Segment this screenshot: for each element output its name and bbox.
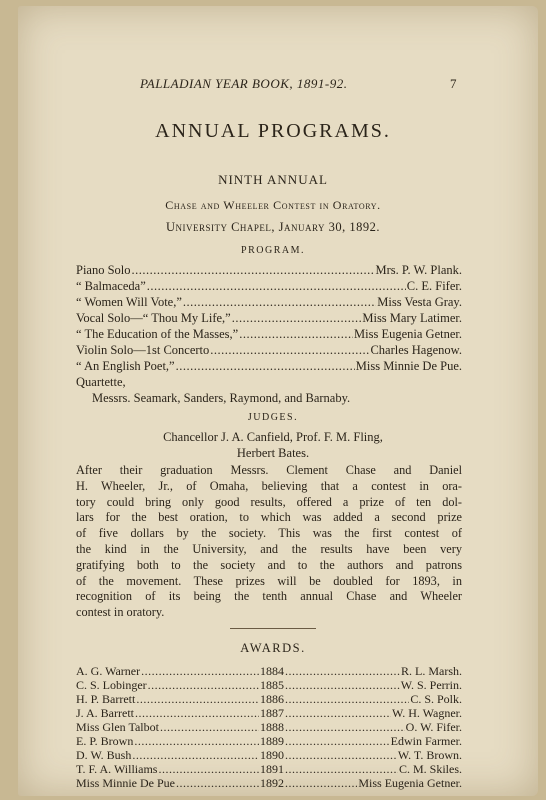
paragraph-line: gratifying both to the society and to the authors and patrons xyxy=(76,557,462,572)
contest-title: Chase and Wheeler Contest in Oratory. xyxy=(165,198,381,212)
judges-label: JUDGES. xyxy=(247,412,299,423)
ninth-annual-heading: NINTH ANNUAL xyxy=(218,172,328,187)
judges-line-1: Chancellor J. A. Canfield, Prof. F. M. Fling, xyxy=(163,430,383,444)
paragraph-line: of the movement. These prizes will be doubled for 1893, in xyxy=(76,573,462,588)
program-entry: “ An English Poet,” ..... Miss Minnie De Pue. xyxy=(76,359,462,374)
program-entry: Vocal Solo—“ Thou My Life,” ..... Miss Mary Latimer. xyxy=(76,311,462,326)
history-paragraph xyxy=(76,463,462,621)
award-row: A. G. Warner ..... 1884 ..... R. L. Marsh. xyxy=(76,664,462,679)
program-entry: Piano Solo ..... Mrs. P. W. Plank. xyxy=(76,263,462,278)
judges-line-2: Herbert Bates. xyxy=(236,446,310,460)
program-entry: “ Women Will Vote,” ..... Miss Vesta Gray. xyxy=(76,295,462,310)
venue-date: University Chapel, January 30, 1892. xyxy=(165,220,381,234)
running-header-title: PALLADIAN YEAR BOOK, 1891-92. xyxy=(140,76,348,91)
awards-label: AWARDS. xyxy=(240,641,306,655)
award-row: Miss Glen Talbot ..... 1888 ..... O. W. Fifer. xyxy=(76,720,462,735)
award-row: E. P. Brown ..... 1889 ..... Edwin Farmer. xyxy=(76,734,462,749)
paragraph-line: After their graduation Messrs. Clement Chase and Daniel xyxy=(76,463,462,477)
award-row: C. S. Lobinger ..... 1885 ..... W. S. Perrin. xyxy=(76,678,462,693)
paragraph-line: of five dollars by the society. This was the first contest of xyxy=(76,526,462,541)
paragraph-line: recognition of its being the tenth annual Chase and Wheeler xyxy=(76,589,462,604)
page-title: ANNUAL PROGRAMS. xyxy=(155,120,391,142)
paragraph-line: the kind in the University, and the results have been very xyxy=(76,541,462,556)
quartette-members: Messrs. Seamark, Sanders, Raymond, and Barnaby. xyxy=(92,391,351,405)
page-number: 7 xyxy=(450,76,457,91)
award-row: D. W. Bush ..... 1890 ..... W. T. Brown. xyxy=(76,748,462,763)
paragraph-line: contest in oratory. xyxy=(76,605,165,620)
program-entry: Violin Solo—1st Concerto ..... Charles Hagenow. xyxy=(76,343,462,358)
award-row: Miss Minnie De Pue ..... 1892 ..... Miss Eugenia Getner. xyxy=(76,776,462,791)
paragraph-line: H. Wheeler, Jr., of Omaha, believing that a contest in ora- xyxy=(76,478,462,493)
program-label: PROGRAM. xyxy=(241,245,305,256)
award-row: J. A. Barrett ..... 1887 ..... W. H. Wagner. xyxy=(76,706,462,721)
award-row: H. P. Barrett ..... 1886 ..... C. S. Polk. xyxy=(76,692,462,707)
award-row: T. F. A. Williams ..... 1891 ..... C. M. Skiles. xyxy=(76,762,462,777)
paragraph-line: lars for the best oration, to which was added a second prize xyxy=(76,510,462,525)
quartette-label: Quartette, xyxy=(76,375,126,389)
program-entry: “ The Education of the Masses,” ..... Miss Eugenia Getner. xyxy=(76,327,462,342)
section-divider xyxy=(230,628,316,629)
program-entry: “ Balmaceda” ..... C. E. Fifer. xyxy=(76,279,462,294)
paragraph-line: tory could bring only good results, offered a prize of ten dol- xyxy=(76,494,462,509)
